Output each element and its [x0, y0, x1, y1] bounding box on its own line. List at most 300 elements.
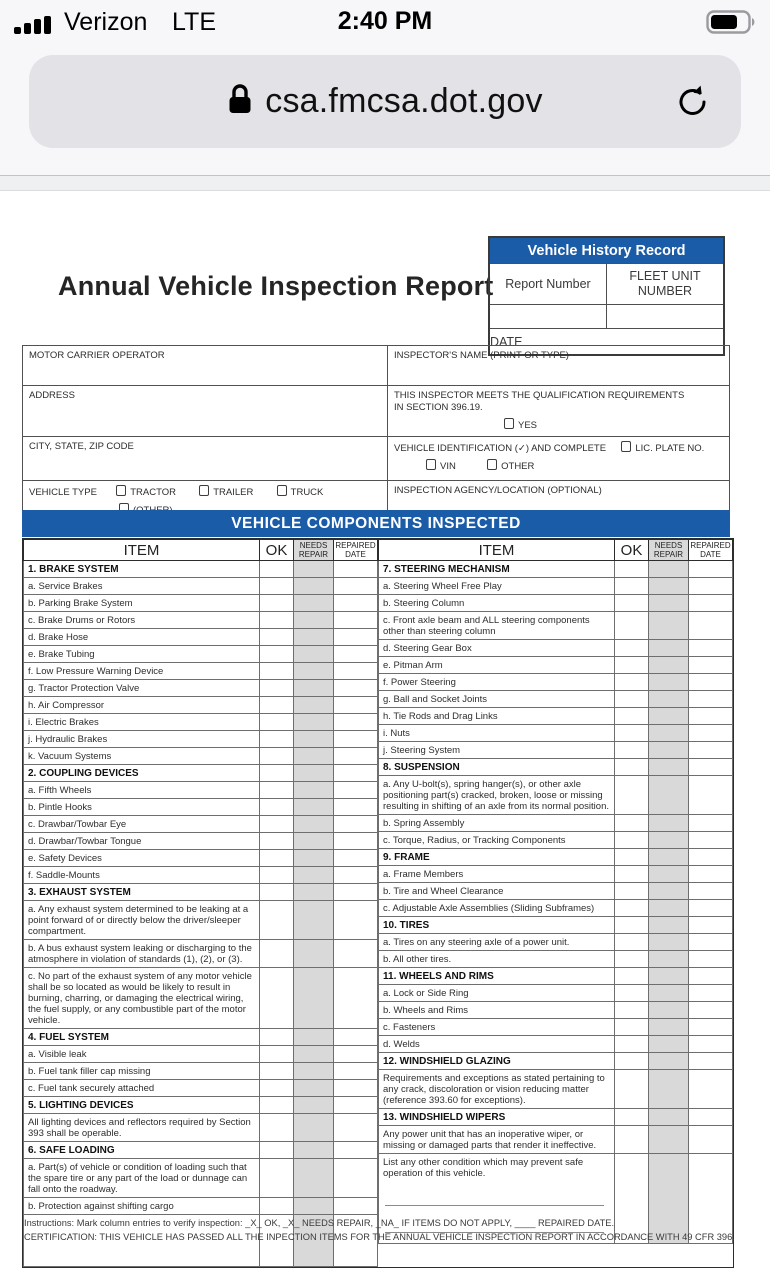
needs-repair-cell — [649, 578, 689, 595]
needs-repair-cell — [294, 629, 334, 646]
ok-cell — [615, 968, 649, 985]
carrier-label: Verizon — [64, 8, 148, 36]
needs-repair-cell — [649, 917, 689, 934]
component-item-row — [379, 900, 733, 917]
repaired-date-cell — [689, 832, 733, 849]
component-item-row — [379, 1019, 733, 1036]
component-label: 3. EXHAUST SYSTEM — [24, 884, 260, 901]
ok-cell — [260, 782, 294, 799]
ok-cell — [615, 866, 649, 883]
form-footer — [24, 1216, 740, 1244]
vehicle-history-record — [488, 236, 725, 356]
components-header-row — [24, 540, 378, 561]
needs-repair-cell — [294, 765, 334, 782]
ok-cell — [615, 815, 649, 832]
component-label: a. Any exhaust system determined to be leaking at a point forward of or directly below the driver/sleeper compartment. — [24, 901, 260, 940]
ok-cell — [260, 940, 294, 968]
component-label: g. Ball and Socket Joints — [379, 691, 615, 708]
needs-repair-cell — [649, 595, 689, 612]
component-item-row — [379, 934, 733, 951]
needs-repair-cell — [649, 1019, 689, 1036]
repaired-date-cell — [689, 691, 733, 708]
component-label: e. Brake Tubing — [24, 646, 260, 663]
component-item-row — [24, 680, 378, 697]
ok-cell — [615, 708, 649, 725]
component-label: a. Fifth Wheels — [24, 782, 260, 799]
ok-cell — [615, 640, 649, 657]
ok-cell — [615, 917, 649, 934]
needs-repair-cell — [294, 1159, 334, 1198]
component-label: i. Electric Brakes — [24, 714, 260, 731]
components-right-table — [378, 539, 733, 1244]
ok-header: OK — [615, 540, 649, 561]
needs-repair-cell — [649, 900, 689, 917]
component-item-row — [379, 578, 733, 595]
repaired-date-cell — [334, 1080, 378, 1097]
ok-cell — [615, 883, 649, 900]
ok-cell — [260, 612, 294, 629]
needs-repair-cell — [649, 951, 689, 968]
component-item-row — [379, 640, 733, 657]
needs-repair-cell — [649, 691, 689, 708]
qualification-line1: THIS INSPECTOR MEETS THE QUALIFICATION REQUIREMENTS — [394, 390, 685, 401]
repaired-date-cell — [334, 884, 378, 901]
repaired-date-cell — [689, 776, 733, 815]
component-label: Requirements and exceptions as stated pertaining to any crack, discoloration or vision reducing matter (reference 393.60 for exceptions). — [379, 1070, 615, 1109]
repaired-date-cell — [334, 1142, 378, 1159]
component-section-row — [379, 917, 733, 934]
ok-cell — [615, 691, 649, 708]
ok-cell — [615, 900, 649, 917]
component-item-row — [24, 1046, 378, 1063]
repaired-date-cell — [689, 1036, 733, 1053]
ok-cell — [615, 1070, 649, 1109]
needs-repair-cell — [294, 680, 334, 697]
component-item-row — [379, 985, 733, 1002]
ok-cell — [260, 748, 294, 765]
component-label: 6. SAFE LOADING — [24, 1142, 260, 1159]
needs-repair-cell — [294, 1198, 334, 1215]
ok-cell — [260, 765, 294, 782]
component-section-row — [24, 765, 378, 782]
needs-repair-cell — [649, 742, 689, 759]
component-label: 11. WHEELS AND RIMS — [379, 968, 615, 985]
motor-carrier-label: MOTOR CARRIER OPERATOR — [29, 350, 165, 361]
components-banner: VEHICLE COMPONENTS INSPECTED — [22, 510, 730, 537]
ok-cell — [260, 1198, 294, 1215]
repaired-date-cell — [334, 1046, 378, 1063]
repaired-date-header: REPAIRED DATE — [690, 541, 731, 559]
vehicle-type-label: VEHICLE TYPE — [29, 487, 97, 498]
repaired-date-cell — [689, 815, 733, 832]
vhr-date-label: DATE — [489, 329, 724, 356]
repaired-date-cell — [334, 646, 378, 663]
ok-cell — [615, 776, 649, 815]
ok-cell — [615, 832, 649, 849]
needs-repair-cell — [294, 1063, 334, 1080]
repaired-date-cell — [689, 1126, 733, 1154]
component-label: a. Steering Wheel Free Play — [379, 578, 615, 595]
item-header: ITEM — [24, 540, 260, 561]
needs-repair-cell — [294, 646, 334, 663]
repaired-date-cell — [689, 742, 733, 759]
component-label: a. Tires on any steering axle of a power unit. — [379, 934, 615, 951]
needs-repair-cell — [294, 714, 334, 731]
component-label: a. Lock or Side Ring — [379, 985, 615, 1002]
repaired-date-cell — [689, 883, 733, 900]
component-item-row — [379, 1002, 733, 1019]
component-label: c. No part of the exhaust system of any motor vehicle shall be so located as would be likely to result in burning, charring, or damaging the electrical wiring, the fuel supply, or any combustible part of the motor vehicle. — [24, 968, 260, 1029]
component-item-row — [24, 1159, 378, 1198]
component-label: a. Frame Members — [379, 866, 615, 883]
repaired-date-cell — [334, 663, 378, 680]
component-section-row — [379, 968, 733, 985]
component-label: 10. TIRES — [379, 917, 615, 934]
repaired-date-header: REPAIRED DATE — [335, 541, 376, 559]
repaired-date-cell — [689, 934, 733, 951]
component-label: h. Tie Rods and Drag Links — [379, 708, 615, 725]
browser-chrome — [0, 0, 770, 176]
repaired-date-cell — [334, 799, 378, 816]
tractor-checkbox — [116, 485, 126, 496]
vhr-fleet-unit-field — [607, 305, 725, 329]
needs-repair-cell — [649, 1070, 689, 1109]
lic-plate-checkbox — [621, 441, 631, 452]
truck-label: TRUCK — [290, 487, 324, 498]
component-label: f. Saddle-Mounts — [24, 867, 260, 884]
component-label: 12. WINDSHIELD GLAZING — [379, 1053, 615, 1070]
needs-repair-cell — [294, 850, 334, 867]
needs-repair-cell — [649, 561, 689, 578]
needs-repair-cell — [294, 1114, 334, 1142]
component-item-row — [24, 1063, 378, 1080]
component-item-row — [24, 968, 378, 1029]
address-label: ADDRESS — [29, 390, 75, 401]
ok-cell — [615, 1126, 649, 1154]
component-label: 9. FRAME — [379, 849, 615, 866]
component-item-row — [379, 595, 733, 612]
ok-cell — [615, 1053, 649, 1070]
repaired-date-cell — [689, 917, 733, 934]
component-item-row — [24, 901, 378, 940]
ok-cell — [615, 742, 649, 759]
component-item-row — [24, 940, 378, 968]
ok-cell — [615, 849, 649, 866]
ok-header: OK — [260, 540, 294, 561]
city-state-zip-label: CITY, STATE, ZIP CODE — [29, 441, 134, 452]
ok-cell — [615, 657, 649, 674]
qualification-line2: IN SECTION 396.19. — [394, 402, 483, 413]
component-label: a. Visible leak — [24, 1046, 260, 1063]
ok-cell — [260, 1097, 294, 1114]
component-label: f. Power Steering — [379, 674, 615, 691]
trailer-checkbox — [199, 485, 209, 496]
lic-plate-label: LIC. PLATE NO. — [635, 443, 705, 454]
component-item-row — [24, 663, 378, 680]
component-label: j. Steering System — [379, 742, 615, 759]
needs-repair-cell — [294, 901, 334, 940]
component-label: b. Spring Assembly — [379, 815, 615, 832]
inspection-agency-label: INSPECTION AGENCY/LOCATION (OPTIONAL) — [394, 485, 602, 496]
instructions-line: Instructions: Mark column entries to verify inspection: _X_ OK, _X_ NEEDS REPAIR, _NA_ IF ITEMS DO NOT APPLY, ____ REPAIRED DATE. — [24, 1218, 615, 1228]
url-text[interactable]: csa.fmcsa.dot.gov — [265, 82, 543, 120]
component-item-row — [24, 629, 378, 646]
ok-cell — [260, 901, 294, 940]
ok-cell — [260, 884, 294, 901]
repaired-date-cell — [334, 561, 378, 578]
component-label: e. Pitman Arm — [379, 657, 615, 674]
component-label: b. Protection against shifting cargo — [24, 1198, 260, 1215]
yes-label: YES — [518, 420, 538, 431]
ok-cell — [260, 1029, 294, 1046]
repaired-date-cell — [334, 782, 378, 799]
needs-repair-cell — [649, 1126, 689, 1154]
city-state-zip-cell — [23, 437, 388, 481]
repaired-date-cell — [689, 640, 733, 657]
ok-cell — [260, 578, 294, 595]
needs-repair-header: NEEDS REPAIR — [294, 540, 334, 561]
item-header: ITEM — [379, 540, 615, 561]
component-section-row — [24, 1029, 378, 1046]
write-in-line — [385, 1205, 604, 1206]
needs-repair-cell — [294, 748, 334, 765]
needs-repair-cell — [294, 1142, 334, 1159]
component-item-row — [24, 850, 378, 867]
component-item-row — [379, 1126, 733, 1154]
repaired-date-cell — [334, 629, 378, 646]
repaired-date-cell — [689, 561, 733, 578]
ok-cell — [260, 595, 294, 612]
needs-repair-cell — [649, 725, 689, 742]
repaired-date-cell — [334, 612, 378, 629]
ok-cell — [260, 1159, 294, 1198]
component-item-row — [24, 799, 378, 816]
needs-repair-cell — [649, 1002, 689, 1019]
component-label: d. Welds — [379, 1036, 615, 1053]
page-title: Annual Vehicle Inspection Report — [58, 271, 494, 301]
component-label: Any power unit that has an inoperative wiper, or missing or damaged parts that render it ineffective. — [379, 1126, 615, 1154]
component-label: c. Torque, Radius, or Tracking Components — [379, 832, 615, 849]
ok-cell — [260, 850, 294, 867]
component-item-row — [24, 578, 378, 595]
component-label: All lighting devices and reflectors required by Section 393 shall be operable. — [24, 1114, 260, 1142]
component-item-row — [24, 867, 378, 884]
component-item-row — [24, 595, 378, 612]
component-label: b. Tire and Wheel Clearance — [379, 883, 615, 900]
ok-cell — [615, 1109, 649, 1126]
needs-repair-cell — [649, 674, 689, 691]
component-label: d. Drawbar/Towbar Tongue — [24, 833, 260, 850]
ok-cell — [615, 561, 649, 578]
needs-repair-cell — [649, 968, 689, 985]
component-label: 8. SUSPENSION — [379, 759, 615, 776]
ok-cell — [615, 1019, 649, 1036]
inspector-name-label: INSPECTOR'S NAME (PRINT OR TYPE) — [394, 350, 569, 361]
needs-repair-cell — [649, 832, 689, 849]
component-item-row — [24, 646, 378, 663]
reload-button[interactable] — [673, 82, 713, 122]
component-item-row — [379, 725, 733, 742]
other-id-label: OTHER — [501, 461, 535, 472]
repaired-date-cell — [334, 968, 378, 1029]
repaired-date-cell — [689, 759, 733, 776]
ok-cell — [260, 680, 294, 697]
needs-repair-cell — [294, 867, 334, 884]
ok-cell — [260, 968, 294, 1029]
repaired-date-cell — [689, 1070, 733, 1109]
needs-repair-cell — [294, 782, 334, 799]
repaired-date-cell — [689, 968, 733, 985]
ok-cell — [615, 578, 649, 595]
ok-cell — [260, 1142, 294, 1159]
needs-repair-cell — [294, 731, 334, 748]
repaired-date-cell — [689, 657, 733, 674]
repaired-date-cell — [689, 725, 733, 742]
component-section-row — [24, 561, 378, 578]
component-label: 4. FUEL SYSTEM — [24, 1029, 260, 1046]
component-label: k. Vacuum Systems — [24, 748, 260, 765]
repaired-date-cell — [334, 816, 378, 833]
component-item-row — [24, 731, 378, 748]
component-label: a. Service Brakes — [24, 578, 260, 595]
component-label: c. Fasteners — [379, 1019, 615, 1036]
component-item-row — [379, 815, 733, 832]
repaired-date-cell — [334, 578, 378, 595]
component-item-row — [24, 714, 378, 731]
vehicle-identification-cell — [388, 437, 730, 481]
component-section-row — [24, 1142, 378, 1159]
component-label: 1. BRAKE SYSTEM — [24, 561, 260, 578]
repaired-date-cell — [334, 1029, 378, 1046]
component-label: 7. STEERING MECHANISM — [379, 561, 615, 578]
component-label: d. Steering Gear Box — [379, 640, 615, 657]
repaired-date-cell — [689, 900, 733, 917]
repaired-date-cell — [689, 674, 733, 691]
component-label: e. Safety Devices — [24, 850, 260, 867]
repaired-date-cell — [334, 867, 378, 884]
repaired-date-cell — [334, 1097, 378, 1114]
status-bar — [0, 0, 770, 44]
component-item-row — [24, 782, 378, 799]
ok-cell — [615, 985, 649, 1002]
component-item-row — [379, 883, 733, 900]
repaired-date-cell — [334, 901, 378, 940]
component-label: c. Drawbar/Towbar Eye — [24, 816, 260, 833]
needs-repair-cell — [649, 759, 689, 776]
needs-repair-cell — [294, 816, 334, 833]
repaired-date-cell — [334, 680, 378, 697]
repaired-date-cell — [689, 595, 733, 612]
component-item-row — [379, 742, 733, 759]
component-item-row — [24, 748, 378, 765]
ok-cell — [615, 725, 649, 742]
component-label: c. Front axle beam and ALL steering components other than steering column — [379, 612, 615, 640]
component-item-row — [379, 1036, 733, 1053]
needs-repair-cell — [649, 657, 689, 674]
inspector-name-cell — [388, 346, 730, 386]
needs-repair-header: NEEDS REPAIR — [649, 540, 689, 561]
component-label: 2. COUPLING DEVICES — [24, 765, 260, 782]
battery-icon — [706, 10, 756, 39]
component-section-row — [379, 759, 733, 776]
needs-repair-cell — [649, 883, 689, 900]
repaired-date-cell — [689, 1109, 733, 1126]
needs-repair-cell — [649, 934, 689, 951]
component-label: f. Low Pressure Warning Device — [24, 663, 260, 680]
repaired-date-cell — [334, 595, 378, 612]
needs-repair-cell — [649, 815, 689, 832]
network-label: LTE — [172, 8, 216, 36]
needs-repair-cell — [294, 561, 334, 578]
ok-cell — [260, 663, 294, 680]
component-item-row — [24, 833, 378, 850]
repaired-date-cell — [334, 1063, 378, 1080]
ok-cell — [260, 561, 294, 578]
ok-cell — [260, 697, 294, 714]
ok-cell — [615, 1036, 649, 1053]
repaired-date-cell — [334, 697, 378, 714]
needs-repair-cell — [294, 833, 334, 850]
ok-cell — [260, 799, 294, 816]
component-item-row — [24, 1114, 378, 1142]
component-label: a. Part(s) of vehicle or condition of loading such that the spare tire or any part of the load or dunnage can fall onto the roadway. — [24, 1159, 260, 1198]
certification-line: CERTIFICATION: THIS VEHICLE HAS PASSED ALL THE INPECTION ITEMS FOR THE ANNUAL VEHICLE INSPECTION REPORT IN ACCORDANCE WITH 49 CFR 396. — [24, 1232, 735, 1242]
needs-repair-cell — [649, 1109, 689, 1126]
clock: 2:40 PM — [337, 7, 433, 35]
component-item-row — [24, 1080, 378, 1097]
vhr-header: Vehicle History Record — [489, 237, 724, 264]
ok-cell — [260, 1114, 294, 1142]
component-section-row — [24, 1097, 378, 1114]
repaired-date-cell — [689, 612, 733, 640]
component-label: 5. LIGHTING DEVICES — [24, 1097, 260, 1114]
component-section-row — [24, 884, 378, 901]
other-id-checkbox — [487, 459, 497, 470]
tractor-label: TRACTOR — [130, 487, 176, 498]
component-label: b. A bus exhaust system leaking or discharging to the atmosphere in violation of standards (1), (2), or (3). — [24, 940, 260, 968]
repaired-date-cell — [689, 708, 733, 725]
needs-repair-cell — [294, 884, 334, 901]
component-label: b. Parking Brake System — [24, 595, 260, 612]
needs-repair-cell — [649, 985, 689, 1002]
component-item-row — [379, 708, 733, 725]
repaired-date-cell — [334, 1114, 378, 1142]
repaired-date-cell — [689, 1053, 733, 1070]
needs-repair-cell — [294, 578, 334, 595]
component-label: d. Brake Hose — [24, 629, 260, 646]
component-section-row — [379, 1109, 733, 1126]
ok-cell — [615, 612, 649, 640]
ok-cell — [260, 1046, 294, 1063]
component-item-row — [379, 951, 733, 968]
needs-repair-cell — [294, 940, 334, 968]
components-left-table — [23, 539, 378, 1267]
ok-cell — [260, 1080, 294, 1097]
ok-cell — [260, 816, 294, 833]
repaired-date-cell — [689, 578, 733, 595]
component-item-row — [379, 776, 733, 815]
component-label: a. Any U-bolt(s), spring hanger(s), or other axle positioning part(s) cracked, broken, loose or missing resulting in shifting of an axle from its normal position. — [379, 776, 615, 815]
page-separator — [0, 176, 770, 191]
url-bar[interactable] — [29, 55, 741, 148]
ok-cell — [260, 867, 294, 884]
repaired-date-cell — [334, 833, 378, 850]
repaired-date-cell — [689, 985, 733, 1002]
needs-repair-cell — [649, 1036, 689, 1053]
components-table — [22, 538, 734, 1268]
component-label: c. Brake Drums or Rotors — [24, 612, 260, 629]
lock-icon — [227, 82, 253, 121]
